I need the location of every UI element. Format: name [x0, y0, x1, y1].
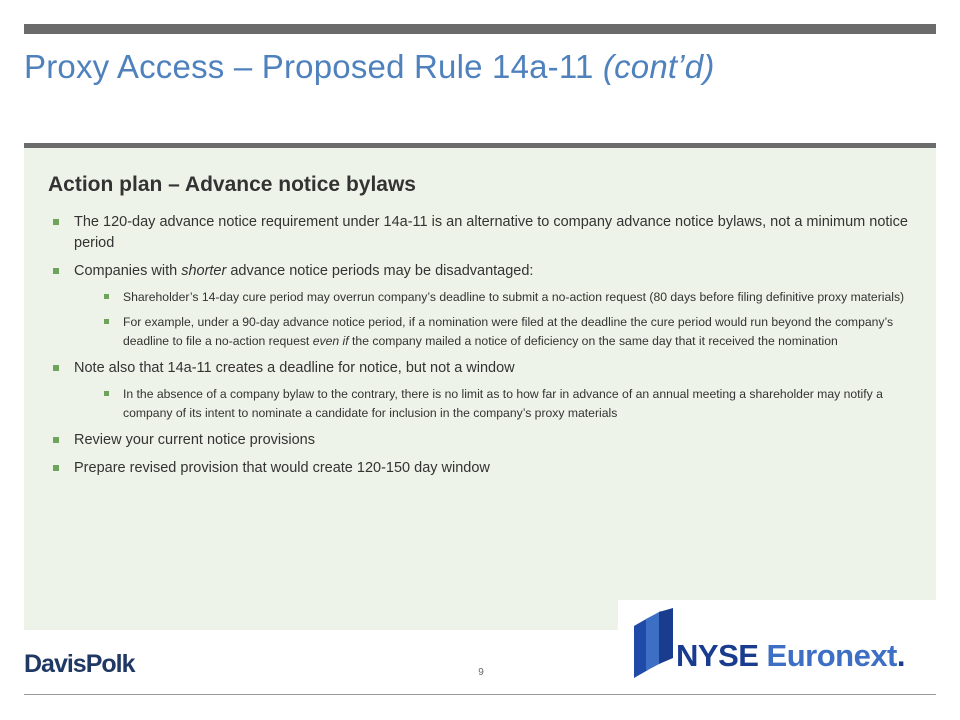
top-divider-bar [24, 24, 936, 34]
section-heading: Action plan – Advance notice bylaws [48, 173, 416, 196]
sub-bullet-text-emphasis: even if [312, 334, 349, 348]
sub-bullet-text-part: the company mailed a notice of deficiency on the same day that it received the nomination [348, 334, 838, 348]
nyse-euronext-logo [618, 600, 936, 692]
bullet-text: The 120-day advance notice requirement under 14a-11 is an alternative to company advance notice bylaws, not a minimum notice period [74, 214, 908, 251]
davis-polk-logo: DavisPolk [24, 650, 135, 678]
sub-bullet-item [74, 288, 928, 307]
page-number: 9 [478, 667, 484, 678]
bullet-square-icon [53, 465, 59, 471]
bullet-item [48, 458, 928, 479]
bullet-item [48, 212, 928, 254]
bullet-square-icon [53, 219, 59, 225]
euronext-wordmark-part: Euronext [766, 638, 897, 673]
bullet-text [74, 263, 533, 279]
wordmark-dot: . [896, 638, 906, 673]
sub-bullet-item [74, 385, 928, 423]
nyse-wordmark-part: NYSE [676, 638, 767, 673]
sub-bullet-list [74, 385, 928, 423]
bullet-text-part: advance notice periods may be disadvantaged: [226, 263, 534, 279]
bullet-text: Note also that 14a-11 creates a deadline for notice, but not a window [74, 360, 515, 376]
bullet-square-icon [53, 365, 59, 371]
sub-bullet-square-icon [104, 391, 109, 396]
bullet-text: Review your current notice provisions [74, 432, 315, 448]
sub-bullet-text: Shareholder’s 14-day cure period may overrun company’s deadline to submit a no-action request (80 days before filing definitive proxy materials) [123, 290, 905, 304]
bullet-item [48, 261, 928, 351]
bullet-square-icon [53, 437, 59, 443]
bullet-list [48, 212, 928, 486]
footer-divider-line [24, 694, 936, 695]
bullet-text-part: Companies with [74, 263, 182, 279]
bullet-item [48, 430, 928, 451]
slide-title-italic: (cont’d) [602, 48, 715, 85]
slide-title [24, 48, 715, 86]
sub-bullet-text [123, 315, 893, 348]
bullet-text: Prepare revised provision that would create 120-150 day window [74, 460, 490, 476]
sub-bullet-text-part: For example, under a 90-day advance notice period, if a nomination were filed at the deadline the cure period would run beyond the company’s deadline to file a no-action request [123, 315, 894, 348]
sub-bullet-square-icon [104, 294, 109, 299]
sub-bullet-item [74, 313, 928, 351]
content-panel [24, 148, 936, 630]
nyse-euronext-wordmark [676, 638, 905, 674]
sub-bullet-square-icon [104, 319, 109, 324]
sub-bullet-list [74, 288, 928, 351]
nyse-euronext-flag-icon [630, 608, 674, 682]
bullet-square-icon [53, 268, 59, 274]
bullet-text-emphasis: shorter [181, 263, 227, 279]
bullet-item [48, 358, 928, 423]
slide-title-main: Proxy Access – Proposed Rule 14a-11 [24, 48, 603, 85]
sub-bullet-text: In the absence of a company bylaw to the contrary, there is no limit as to how far in advance of an annual meeting a shareholder may notify a company of its intent to nominate a candidate for inclusion in the company’s proxy materials [123, 387, 883, 420]
